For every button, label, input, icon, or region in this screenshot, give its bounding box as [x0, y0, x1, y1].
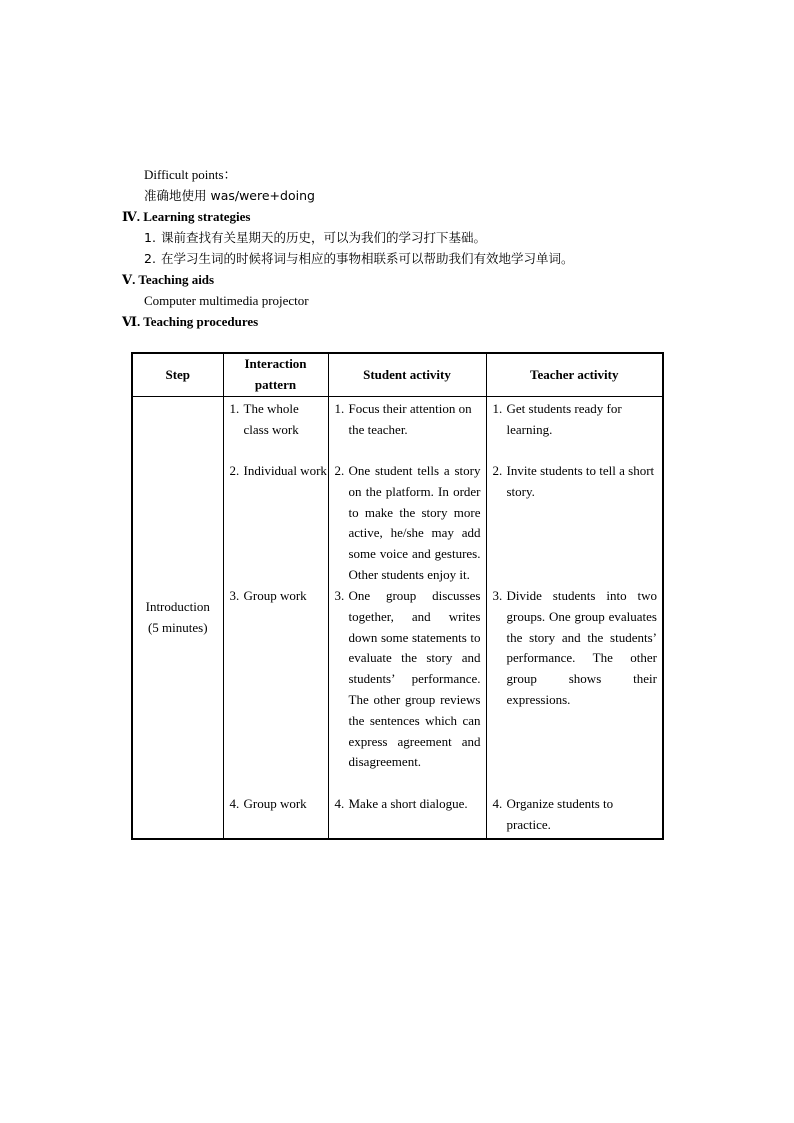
teaching-procedures-table	[131, 352, 664, 840]
teacher-activity-item	[487, 794, 663, 838]
strategy-item-text: 在学习生词的时候将词与相应的事物相联系可以帮助我们有效地学习单词。	[161, 251, 574, 266]
teacher-activity-item	[487, 586, 663, 794]
item-text: One student tells a story on the platform. In order to make the story more active, he/she may add some voice and gestures. Other students enjoy it.	[348, 463, 481, 582]
table-header-row	[132, 353, 663, 397]
student-activity-item	[329, 399, 486, 461]
strategy-item-1	[144, 229, 486, 247]
item-number: 3.	[334, 588, 345, 603]
interaction-item	[224, 794, 328, 838]
item-text: Group work	[243, 588, 307, 603]
interaction-item	[224, 399, 328, 461]
step-cell	[132, 397, 223, 840]
item-text: Make a short dialogue.	[348, 796, 468, 811]
item-number: 4.	[334, 796, 345, 811]
item-number: 2.	[334, 463, 345, 478]
student-activity-item	[329, 586, 486, 794]
interaction-pattern-cell	[223, 397, 328, 840]
header-student-activity: Student activity	[328, 353, 486, 397]
item-text: Individual work	[243, 463, 327, 478]
student-activity-cell	[328, 397, 486, 840]
item-number: 2.	[492, 463, 503, 478]
item-text: Invite students to tell a short story.	[506, 463, 655, 499]
teacher-activity-item	[487, 461, 663, 586]
difficult-points-content: 准确地使用 was/were+doing	[144, 188, 315, 203]
interaction-item	[224, 461, 328, 586]
item-number: 3.	[229, 588, 240, 603]
item-number: 4.	[229, 796, 240, 811]
teaching-procedures-heading: Ⅵ. Teaching procedures	[122, 314, 259, 329]
teaching-aids-heading: Ⅴ. Teaching aids	[122, 272, 215, 287]
item-number: 1.	[334, 401, 345, 416]
item-text: Divide students into two groups. One group evaluates the story and the students’ performance. The other group shows their expressions.	[506, 588, 657, 707]
item-text: Group work	[243, 796, 307, 811]
interaction-item	[224, 586, 328, 794]
item-number: 1.	[492, 401, 503, 416]
item-number: 3.	[492, 588, 503, 603]
header-teacher-activity: Teacher activity	[486, 353, 663, 397]
item-text: Get students ready for learning.	[506, 401, 622, 437]
teacher-activity-cell	[486, 397, 663, 840]
strategy-item-text: 课前查找有关星期天的历史，可以为我们的学习打下基础。	[161, 230, 487, 245]
item-number: 1.	[229, 401, 240, 416]
item-text: Organize students to practice.	[506, 796, 614, 832]
strategy-item-2	[144, 250, 574, 268]
teacher-activity-item	[487, 399, 663, 461]
strategy-item-number: 2.	[144, 251, 156, 266]
item-number: 2.	[229, 463, 240, 478]
student-activity-item	[329, 461, 486, 586]
strategy-item-number: 1.	[144, 230, 156, 245]
item-text: Focus their attention on the teacher.	[348, 401, 472, 437]
item-text: The whole class work	[243, 401, 299, 437]
step-name: Introduction	[145, 598, 210, 614]
table-row	[132, 397, 663, 840]
teaching-aids-content: Computer multimedia projector	[144, 293, 309, 308]
student-activity-item	[329, 794, 486, 838]
item-number: 4.	[492, 796, 503, 811]
header-interaction-pattern: Interaction pattern	[223, 353, 328, 397]
header-step: Step	[132, 353, 223, 397]
learning-strategies-heading: Ⅳ. Learning strategies	[122, 209, 251, 224]
item-text: One group discusses together, and writes down some statements to evaluate the story and students’ performance. The other group reviews the sentences which can express agreement and disagreement.	[348, 588, 481, 770]
step-time: (5 minutes)	[147, 619, 208, 635]
difficult-points-label: Difficult points：	[144, 167, 237, 182]
